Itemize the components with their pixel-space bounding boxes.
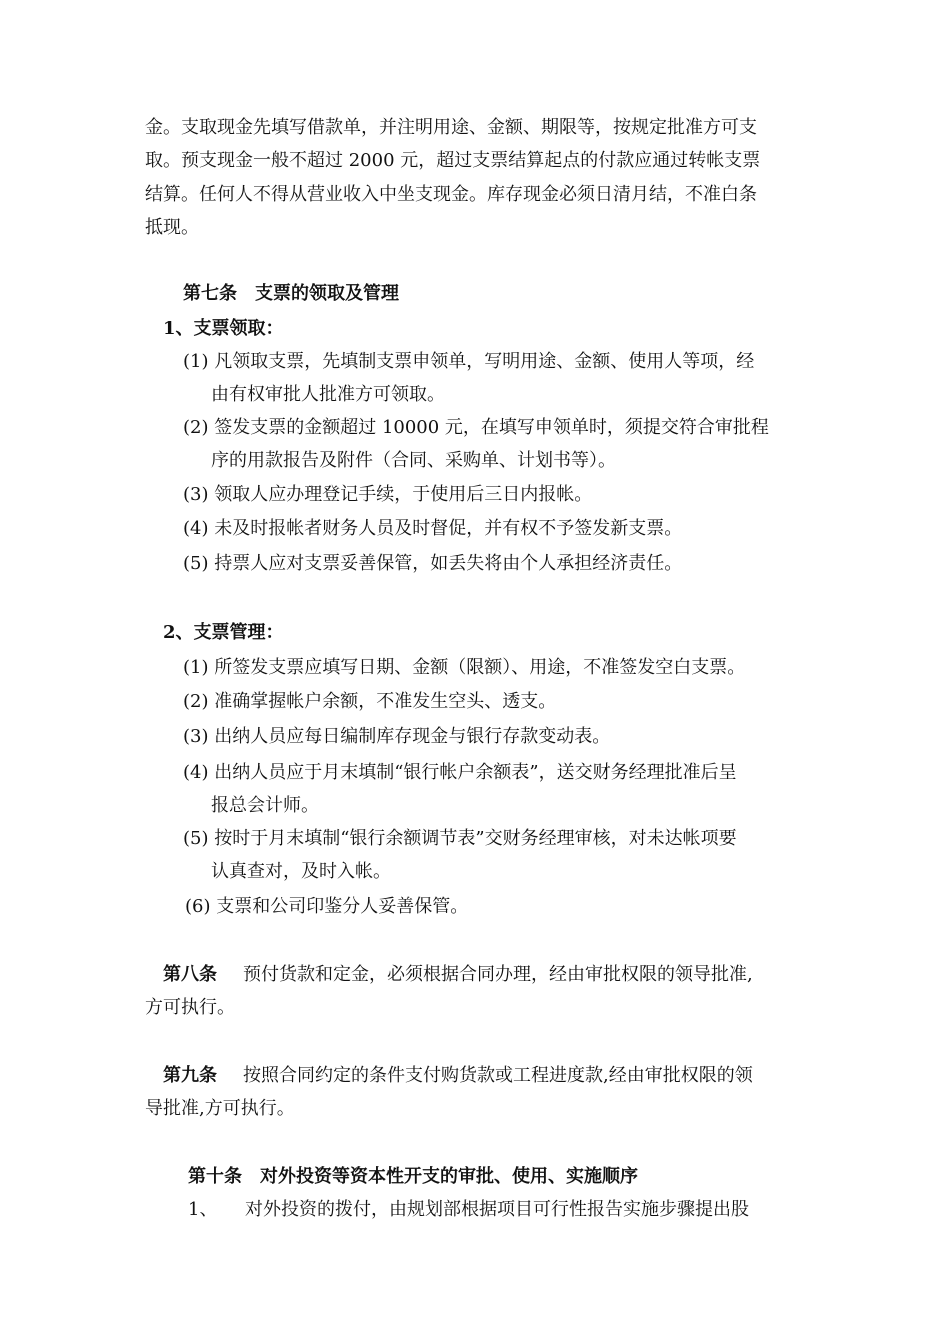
list-item-continuation: 由有权审批人批准方可领取。 — [211, 384, 445, 405]
list-item: (3) 出纳人员应每日编制库存现金与银行存款变动表。 — [183, 726, 611, 747]
list-item: (3) 领取人应办理登记手续，于使用后三日内报帐。 — [183, 484, 593, 505]
article-8-heading: 第八条 — [163, 964, 217, 985]
article-10-item-text: 对外投资的拨付，由规划部根据项目可行性报告实施步骤提出股 — [245, 1199, 749, 1220]
list-item: (2) 签发支票的金额超过 10000 元，在填写申领单时，须提交符合审批程 — [183, 417, 769, 438]
list-item: (1) 凡领取支票，先填制支票申领单，写明用途、金额、使用人等项，经 — [183, 351, 755, 372]
subheading-cheque-collection: 1、支票领取： — [163, 318, 284, 339]
list-item: (5) 按时于月末填制“银行余额调节表”交财务经理审核，对未达帐项要 — [183, 828, 737, 849]
list-item: (6) 支票和公司印鉴分人妥善保管。 — [185, 896, 469, 917]
intro-line-1: 金。支取现金先填写借款单，并注明用途、金额、期限等，按规定批准方可支 — [145, 117, 757, 138]
article-9-text: 按照合同约定的条件支付购货款或工程进度款,经由审批权限的领 — [243, 1065, 753, 1086]
list-item: (5) 持票人应对支票妥善保管，如丢失将由个人承担经济责任。 — [183, 553, 683, 574]
list-item: (4) 未及时报帐者财务人员及时督促，并有权不予签发新支票。 — [183, 518, 683, 539]
article-9-text-continuation: 导批准,方可执行。 — [145, 1098, 295, 1119]
subheading-cheque-management: 2、支票管理： — [163, 622, 284, 643]
list-item: (1) 所签发支票应填写日期、金额（限额）、用途，不准签发空白支票。 — [183, 657, 746, 678]
list-item-continuation: 报总会计师。 — [211, 795, 319, 816]
article-9-heading: 第九条 — [163, 1065, 217, 1086]
list-item: (4) 出纳人员应于月末填制“银行帐户余额表”，送交财务经理批准后呈 — [183, 762, 737, 783]
list-item-continuation: 序的用款报告及附件（合同、采购单、计划书等）。 — [211, 450, 616, 471]
article-8-text: 预付货款和定金，必须根据合同办理，经由审批权限的领导批准, — [243, 964, 753, 985]
intro-line-4: 抵现。 — [145, 217, 199, 238]
intro-line-2: 取。预支现金一般不超过 2000 元，超过支票结算起点的付款应通过转帐支票 — [145, 150, 761, 171]
article-7-heading: 第七条 支票的领取及管理 — [183, 283, 399, 304]
article-10-item-number: 1、 — [188, 1199, 218, 1220]
intro-line-3: 结算。任何人不得从营业收入中坐支现金。库存现金必须日清月结，不准白条 — [145, 184, 757, 205]
list-item: (2) 准确掌握帐户余额，不准发生空头、透支。 — [183, 691, 557, 712]
article-10-heading: 第十条 对外投资等资本性开支的审批、使用、实施顺序 — [188, 1166, 638, 1187]
article-8-text-continuation: 方可执行。 — [145, 997, 235, 1018]
list-item-continuation: 认真查对，及时入帐。 — [211, 861, 391, 882]
